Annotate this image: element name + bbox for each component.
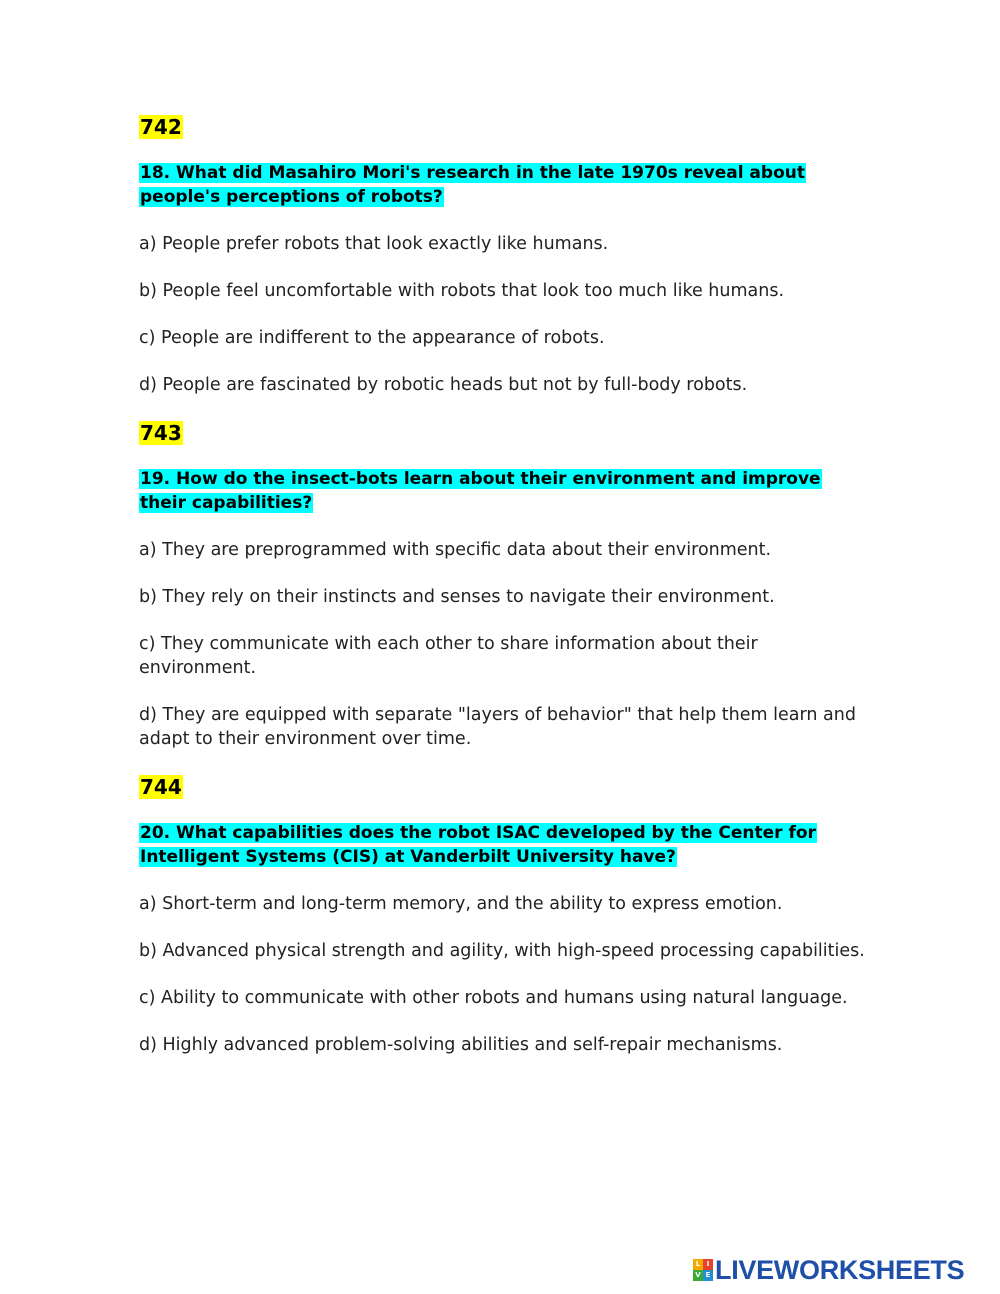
- logo-mark-icon: [693, 1259, 713, 1281]
- question-block-744: [139, 774, 869, 1057]
- question-text: 19. How do the insect-bots learn about their environment and improve their capabilities?: [140, 469, 821, 513]
- option-b: b) They rely on their instincts and senses to navigate their environment.: [139, 587, 775, 607]
- option-d: d) They are equipped with separate "layers of behavior" that help them learn and adapt to their environment over time.: [139, 705, 856, 749]
- option-c: c) They communicate with each other to share information about their environment.: [139, 634, 758, 678]
- page-number: 742: [140, 115, 182, 139]
- option-b: b) Advanced physical strength and agility, with high-speed processing capabilities.: [139, 941, 865, 961]
- logo-text: LIVEWORKSHEETS: [715, 1255, 965, 1285]
- option-d: d) People are fascinated by robotic heads but not by full-body robots.: [139, 375, 748, 395]
- liveworksheets-logo: [693, 1256, 964, 1284]
- page-number: 743: [140, 421, 182, 445]
- logo-mark-v: V: [693, 1270, 703, 1281]
- question-text: 18. What did Masahiro Mori's research in the late 1970s reveal about people's perceptions of robots?: [140, 163, 805, 207]
- question-block-742: [139, 114, 869, 397]
- option-b: b) People feel uncomfortable with robots that look too much like humans.: [139, 281, 785, 301]
- option-c: c) People are indifferent to the appearance of robots.: [139, 328, 605, 348]
- page-number: 744: [140, 775, 182, 799]
- logo-mark-l: L: [693, 1259, 703, 1270]
- logo-mark-i: I: [703, 1259, 713, 1270]
- option-c: c) Ability to communicate with other robots and humans using natural language.: [139, 988, 848, 1008]
- option-a: a) They are preprogrammed with specific data about their environment.: [139, 540, 772, 560]
- logo-mark-e: E: [703, 1270, 713, 1281]
- question-text: 20. What capabilities does the robot ISAC developed by the Center for Intelligent Systems (CIS) at Vanderbilt University have?: [140, 823, 816, 867]
- option-d: d) Highly advanced problem-solving abilities and self-repair mechanisms.: [139, 1035, 783, 1055]
- question-block-743: [139, 420, 869, 751]
- worksheet-content: [139, 114, 869, 1057]
- option-a: a) People prefer robots that look exactly like humans.: [139, 234, 609, 254]
- option-a: a) Short-term and long-term memory, and the ability to express emotion.: [139, 894, 783, 914]
